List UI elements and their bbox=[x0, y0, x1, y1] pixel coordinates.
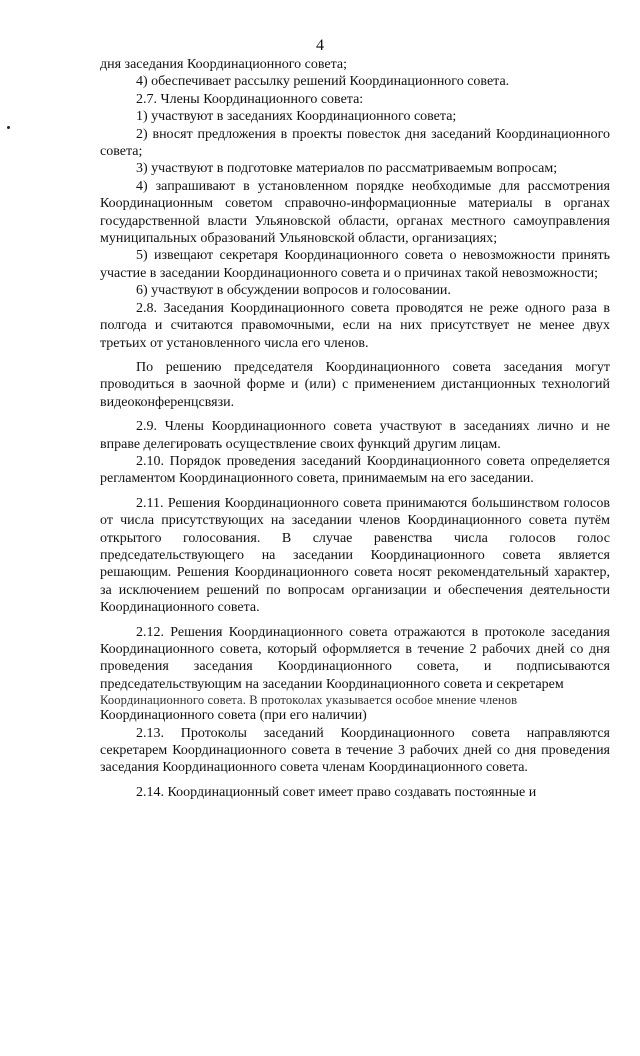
paragraph-item-6: 6) участвуют в обсуждении вопросов и голосовании. bbox=[136, 283, 451, 299]
page-number: 4 bbox=[316, 37, 324, 54]
paragraph-section-2-9: 2.9. Члены Координационного совета участвуют в заседаниях лично и не вправе делегировать осуществление своих функций другим лицам. bbox=[100, 419, 610, 452]
paragraph-continuation: дня заседания Координационного совета; bbox=[100, 57, 347, 72]
paragraph-section-2-8: 2.8. Заседания Координационного совета проводятся не реже одного раза в полгода и считаются правомочными, если на них присутствует не менее двух третьих от установленного числа его членов. bbox=[100, 300, 610, 351]
paragraph-section-2-12-end: Координационного совета (при его наличии) bbox=[100, 708, 367, 724]
paragraph-section-2-12-faded-line: Координационного совета. В протоколах указывается особое мнение членов bbox=[100, 693, 518, 708]
paragraph-item-2: 2) вносят предложения в проекты повесток дня заседаний Координационного совета; bbox=[100, 126, 610, 160]
paragraph-section-2-13: 2.13. Протоколы заседаний Координационного совета направляются секретарем Координационного совета в течение 3 рабочих дней со дня проведения заседания Координационного совета членам Координационного совета. bbox=[100, 725, 610, 776]
paragraph-item-3: 3) участвуют в подготовке материалов по рассматриваемым вопросам; bbox=[136, 161, 558, 177]
paragraph-section-2-10: 2.10. Порядок проведения заседаний Координационного совета определяется регламентом Координационного совета, принимаемым на его заседании. bbox=[100, 453, 610, 487]
paragraph-section-2-11: 2.11. Решения Координационного совета принимаются большинством голосов от числа присутствующих на заседании членов Координационного совета путём открытого голосования. В случае равенства числа голосов голос председательствующего на заседании Координационного совета является решающим. Решения Координационного совета носят рекомендательный характер, за исключением решений по вопросам организации и обеспечения деятельности Координационного совета. bbox=[100, 495, 610, 616]
paragraph-item-1: 1) участвуют в заседаниях Координационного совета; bbox=[136, 109, 457, 125]
paragraph-section-2-12: 2.12. Решения Координационного совета отражаются в протоколе заседания Координационного совета, который оформляется в течение 2 рабочих дней со дня проведения заседания Координационного совета, и подписываются председательствующим на заседании Координационного совета и секретарем bbox=[100, 624, 610, 692]
paragraph-item-5: 5) извещают секретаря Координационного совета о невозможности принять участие в заседании Координационного совета и о причинах такой невозможности; bbox=[100, 248, 610, 281]
stray-dot bbox=[7, 126, 10, 129]
paragraph-section-2-14: 2.14. Координационный совет имеет право создавать постоянные и bbox=[136, 784, 537, 800]
paragraph-item-4-mailing: 4) обеспечивает рассылку решений Координационного совета. bbox=[136, 74, 510, 90]
paragraph-remote-meetings: По решению председателя Координационного совета заседания могут проводиться в заочной форме и (или) с применением дистанционных технологий видеоконференцсвязи. bbox=[100, 359, 610, 410]
document-body bbox=[100, 56, 610, 801]
paragraph-item-4-request: 4) запрашивают в установленном порядке необходимые для рассмотрения Координационным советом справочно-информационные материалы в органах государственной власти Ульяновской области, органах местного самоуправления муниципальных образований Ульяновской области, организациях; bbox=[100, 178, 610, 247]
paragraph-section-2-7: 2.7. Члены Координационного совета: bbox=[136, 91, 364, 107]
